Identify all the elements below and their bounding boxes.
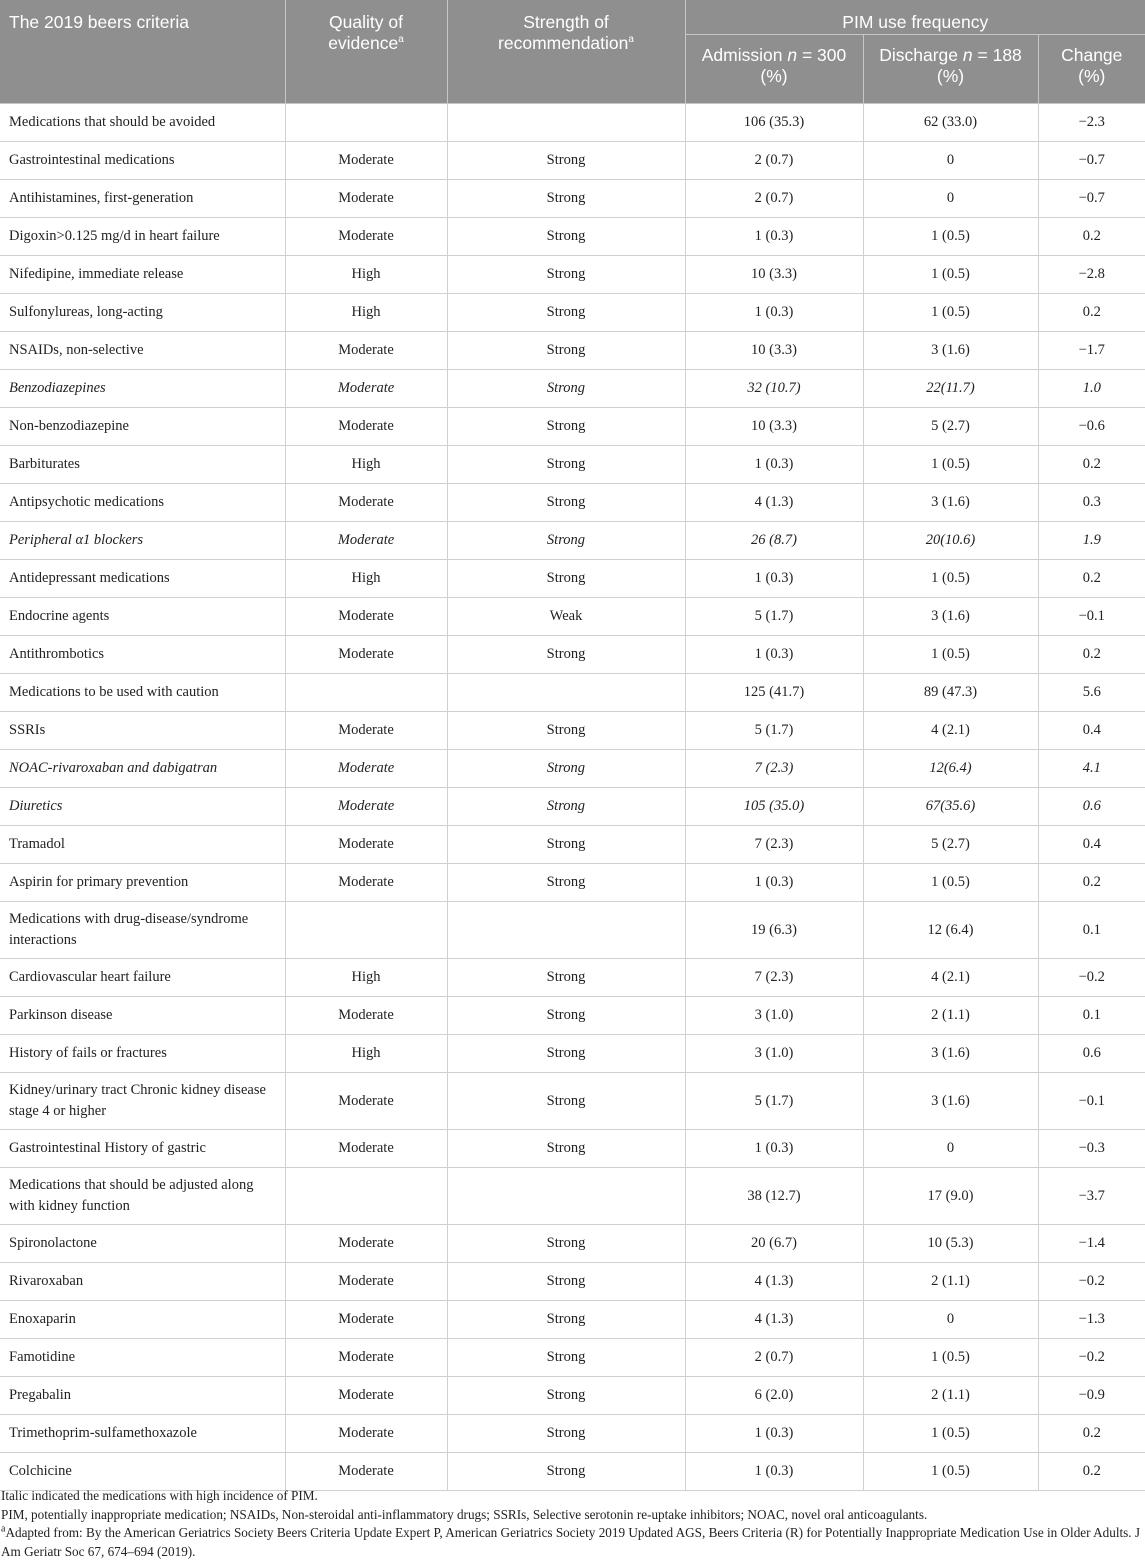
table-row [0, 484, 1145, 522]
cell-strength: Strong [447, 560, 685, 598]
cell-strength: Strong [447, 1130, 685, 1168]
table-row [0, 826, 1145, 864]
cell-admission: 125 (41.7) [685, 674, 863, 712]
cell-discharge: 1 (0.5) [863, 218, 1038, 256]
cell-change: −0.6 [1038, 408, 1145, 446]
cell-quality: Moderate [285, 997, 447, 1035]
cell-discharge: 1 (0.5) [863, 1339, 1038, 1377]
table-row [0, 959, 1145, 997]
cell-strength: Strong [447, 294, 685, 332]
cell-criteria: Medications with drug-disease/syndrome interactions [0, 902, 285, 959]
cell-quality: Moderate [285, 1339, 447, 1377]
cell-quality: Moderate [285, 1453, 447, 1491]
cell-change: −0.1 [1038, 598, 1145, 636]
cell-change: −1.7 [1038, 332, 1145, 370]
cell-strength: Strong [447, 1301, 685, 1339]
cell-admission: 10 (3.3) [685, 256, 863, 294]
cell-change: 5.6 [1038, 674, 1145, 712]
table-row [0, 788, 1145, 826]
cell-quality: Moderate [285, 332, 447, 370]
cell-criteria: Aspirin for primary prevention [0, 864, 285, 902]
cell-change: 0.2 [1038, 560, 1145, 598]
cell-strength [447, 902, 685, 959]
cell-criteria: Famotidine [0, 1339, 285, 1377]
cell-criteria: Kidney/urinary tract Chronic kidney disease stage 4 or higher [0, 1073, 285, 1130]
cell-quality: High [285, 294, 447, 332]
cell-admission: 1 (0.3) [685, 1415, 863, 1453]
cell-change: −3.7 [1038, 1168, 1145, 1225]
cell-strength: Strong [447, 1073, 685, 1130]
cell-admission: 1 (0.3) [685, 1130, 863, 1168]
cell-discharge: 3 (1.6) [863, 1073, 1038, 1130]
table-row [0, 1168, 1145, 1225]
cell-change: 1.0 [1038, 370, 1145, 408]
cell-change: 0.2 [1038, 1415, 1145, 1453]
cell-quality: Moderate [285, 826, 447, 864]
cell-criteria: Gastrointestinal History of gastric [0, 1130, 285, 1168]
cell-quality: Moderate [285, 864, 447, 902]
cell-change: 0.2 [1038, 636, 1145, 674]
table-row [0, 370, 1145, 408]
cell-quality: High [285, 446, 447, 484]
cell-criteria: Cardiovascular heart failure [0, 959, 285, 997]
table-row [0, 218, 1145, 256]
cell-discharge: 12(6.4) [863, 750, 1038, 788]
cell-discharge: 3 (1.6) [863, 484, 1038, 522]
cell-criteria: Spironolactone [0, 1225, 285, 1263]
header-quality: Quality of evidence$^a$ [285, 0, 447, 104]
cell-admission: 106 (35.3) [685, 104, 863, 142]
cell-discharge: 1 (0.5) [863, 1453, 1038, 1491]
cell-admission: 26 (8.7) [685, 522, 863, 560]
cell-admission: 32 (10.7) [685, 370, 863, 408]
table-row [0, 1263, 1145, 1301]
cell-strength: Strong [447, 180, 685, 218]
table-row [0, 902, 1145, 959]
cell-quality: Moderate [285, 1130, 447, 1168]
cell-admission: 2 (0.7) [685, 142, 863, 180]
cell-discharge: 1 (0.5) [863, 1415, 1038, 1453]
cell-admission: 2 (0.7) [685, 1339, 863, 1377]
cell-admission: 5 (1.7) [685, 1073, 863, 1130]
table-row [0, 560, 1145, 598]
cell-admission: 1 (0.3) [685, 294, 863, 332]
cell-change: 1.9 [1038, 522, 1145, 560]
cell-change: 0.2 [1038, 864, 1145, 902]
cell-quality: Moderate [285, 408, 447, 446]
table-row [0, 1130, 1145, 1168]
cell-quality [285, 1168, 447, 1225]
cell-discharge: 2 (1.1) [863, 1263, 1038, 1301]
cell-quality: Moderate [285, 1225, 447, 1263]
table-row [0, 712, 1145, 750]
cell-admission: 10 (3.3) [685, 408, 863, 446]
cell-admission: 4 (1.3) [685, 1263, 863, 1301]
cell-discharge: 3 (1.6) [863, 332, 1038, 370]
cell-strength: Strong [447, 864, 685, 902]
table-row [0, 294, 1145, 332]
cell-change: 0.2 [1038, 218, 1145, 256]
cell-strength: Strong [447, 1415, 685, 1453]
cell-discharge: 3 (1.6) [863, 1035, 1038, 1073]
cell-quality: Moderate [285, 750, 447, 788]
cell-strength: Strong [447, 218, 685, 256]
cell-criteria: Antihistamines, first-generation [0, 180, 285, 218]
cell-strength: Strong [447, 332, 685, 370]
cell-admission: 3 (1.0) [685, 997, 863, 1035]
table-row [0, 522, 1145, 560]
cell-discharge: 1 (0.5) [863, 560, 1038, 598]
cell-quality: Moderate [285, 1415, 447, 1453]
cell-strength: Strong [447, 1453, 685, 1491]
cell-change: 0.2 [1038, 294, 1145, 332]
cell-criteria: Enoxaparin [0, 1301, 285, 1339]
cell-change: −0.1 [1038, 1073, 1145, 1130]
cell-change: 0.2 [1038, 446, 1145, 484]
cell-criteria: Nifedipine, immediate release [0, 256, 285, 294]
cell-discharge: 1 (0.5) [863, 294, 1038, 332]
table-row [0, 598, 1145, 636]
cell-discharge: 1 (0.5) [863, 864, 1038, 902]
cell-strength: Strong [447, 408, 685, 446]
cell-admission: 7 (2.3) [685, 959, 863, 997]
table-row [0, 142, 1145, 180]
cell-admission: 3 (1.0) [685, 1035, 863, 1073]
cell-discharge: 20(10.6) [863, 522, 1038, 560]
cell-discharge: 17 (9.0) [863, 1168, 1038, 1225]
cell-strength: Strong [447, 750, 685, 788]
cell-discharge: 2 (1.1) [863, 1377, 1038, 1415]
cell-discharge: 12 (6.4) [863, 902, 1038, 959]
cell-change: 0.1 [1038, 902, 1145, 959]
table-row [0, 1035, 1145, 1073]
cell-strength: Strong [447, 1263, 685, 1301]
cell-quality: High [285, 560, 447, 598]
cell-quality: Moderate [285, 142, 447, 180]
cell-strength [447, 674, 685, 712]
cell-admission: 38 (12.7) [685, 1168, 863, 1225]
cell-quality: Moderate [285, 1301, 447, 1339]
cell-criteria: Medications to be used with caution [0, 674, 285, 712]
cell-quality: High [285, 1035, 447, 1073]
cell-admission: 7 (2.3) [685, 826, 863, 864]
cell-criteria: Antipsychotic medications [0, 484, 285, 522]
cell-criteria: Rivaroxaban [0, 1263, 285, 1301]
cell-change: −0.2 [1038, 1339, 1145, 1377]
cell-quality: High [285, 959, 447, 997]
cell-strength: Strong [447, 446, 685, 484]
cell-criteria: Medications that should be adjusted along with kidney function [0, 1168, 285, 1225]
cell-quality: Moderate [285, 712, 447, 750]
cell-admission: 2 (0.7) [685, 180, 863, 218]
cell-strength: Strong [447, 256, 685, 294]
cell-change: −1.4 [1038, 1225, 1145, 1263]
header-strength: Strength of recommendation$^a$ [447, 0, 685, 104]
cell-change: −1.3 [1038, 1301, 1145, 1339]
cell-quality: Moderate [285, 636, 447, 674]
table-row [0, 674, 1145, 712]
header-discharge: Discharge n = 188 (%) [863, 35, 1038, 104]
cell-strength [447, 104, 685, 142]
cell-criteria: Benzodiazepines [0, 370, 285, 408]
cell-discharge: 89 (47.3) [863, 674, 1038, 712]
cell-change: −0.2 [1038, 959, 1145, 997]
cell-criteria: Medications that should be avoided [0, 104, 285, 142]
cell-strength: Strong [447, 788, 685, 826]
cell-quality: Moderate [285, 1377, 447, 1415]
cell-criteria: Antithrombotics [0, 636, 285, 674]
cell-strength: Strong [447, 712, 685, 750]
table-row [0, 1453, 1145, 1491]
cell-admission: 7 (2.3) [685, 750, 863, 788]
cell-strength: Strong [447, 1035, 685, 1073]
cell-change: 4.1 [1038, 750, 1145, 788]
cell-criteria: Pregabalin [0, 1377, 285, 1415]
cell-quality [285, 902, 447, 959]
cell-discharge: 5 (2.7) [863, 408, 1038, 446]
cell-change: 0.4 [1038, 712, 1145, 750]
table-footnotes [0, 1487, 1140, 1561]
cell-discharge: 4 (2.1) [863, 959, 1038, 997]
cell-change: 0.6 [1038, 788, 1145, 826]
cell-criteria: Endocrine agents [0, 598, 285, 636]
header-admission: Admission n = 300 (%) [685, 35, 863, 104]
cell-discharge: 67(35.6) [863, 788, 1038, 826]
table-row [0, 408, 1145, 446]
cell-change: −2.8 [1038, 256, 1145, 294]
cell-change: −0.7 [1038, 142, 1145, 180]
abbreviations-note: PIM, potentially inappropriate medication; NSAIDs, Non-steroidal anti-inflammatory drugs; SSRIs, Selective serotonin re-uptake inhibitors; NOAC, novel oral anticoagulants. [1, 1506, 928, 1522]
table-row [0, 256, 1145, 294]
table-row [0, 332, 1145, 370]
table-row [0, 1415, 1145, 1453]
cell-admission: 20 (6.7) [685, 1225, 863, 1263]
cell-discharge: 4 (2.1) [863, 712, 1038, 750]
cell-admission: 10 (3.3) [685, 332, 863, 370]
cell-discharge: 22(11.7) [863, 370, 1038, 408]
header-pim-frequency: PIM use frequency [685, 0, 1145, 35]
cell-admission: 19 (6.3) [685, 902, 863, 959]
table-row [0, 1339, 1145, 1377]
table-row [0, 636, 1145, 674]
table-header [0, 0, 1145, 104]
cell-quality: Moderate [285, 1073, 447, 1130]
table-row [0, 1073, 1145, 1130]
table-row [0, 1225, 1145, 1263]
cell-quality [285, 104, 447, 142]
cell-discharge: 0 [863, 142, 1038, 180]
cell-discharge: 1 (0.5) [863, 446, 1038, 484]
cell-change: −0.7 [1038, 180, 1145, 218]
cell-strength [447, 1168, 685, 1225]
cell-strength: Strong [447, 522, 685, 560]
cell-criteria: Parkinson disease [0, 997, 285, 1035]
cell-discharge: 62 (33.0) [863, 104, 1038, 142]
cell-strength: Strong [447, 636, 685, 674]
cell-criteria: Gastrointestinal medications [0, 142, 285, 180]
cell-criteria: Tramadol [0, 826, 285, 864]
cell-quality: Moderate [285, 180, 447, 218]
cell-criteria: Digoxin>0.125 mg/d in heart failure [0, 218, 285, 256]
cell-admission: 1 (0.3) [685, 1453, 863, 1491]
cell-change: −2.3 [1038, 104, 1145, 142]
header-criteria: The 2019 beers criteria [0, 0, 285, 104]
header-change: Change (%) [1038, 35, 1145, 104]
cell-discharge: 3 (1.6) [863, 598, 1038, 636]
cell-discharge: 0 [863, 180, 1038, 218]
table-row [0, 1301, 1145, 1339]
cell-criteria: Barbiturates [0, 446, 285, 484]
cell-admission: 1 (0.3) [685, 446, 863, 484]
cell-discharge: 1 (0.5) [863, 256, 1038, 294]
cell-admission: 1 (0.3) [685, 636, 863, 674]
table-row [0, 1377, 1145, 1415]
cell-change: 0.1 [1038, 997, 1145, 1035]
italic-note: Italic indicated the medications with high incidence of PIM. [1, 1488, 318, 1503]
cell-criteria: NOAC-rivaroxaban and dabigatran [0, 750, 285, 788]
cell-quality: Moderate [285, 1263, 447, 1301]
cell-admission: 4 (1.3) [685, 484, 863, 522]
table-row [0, 180, 1145, 218]
cell-criteria: SSRIs [0, 712, 285, 750]
cell-criteria: Diuretics [0, 788, 285, 826]
table-row [0, 864, 1145, 902]
cell-criteria: Colchicine [0, 1453, 285, 1491]
cell-strength: Strong [447, 959, 685, 997]
table-row [0, 446, 1145, 484]
cell-discharge: 1 (0.5) [863, 636, 1038, 674]
cell-admission: 1 (0.3) [685, 560, 863, 598]
cell-strength: Strong [447, 1339, 685, 1377]
table-body [0, 104, 1145, 1491]
cell-discharge: 10 (5.3) [863, 1225, 1038, 1263]
cell-strength: Weak [447, 598, 685, 636]
cell-criteria: Antidepressant medications [0, 560, 285, 598]
cell-strength: Strong [447, 1377, 685, 1415]
cell-criteria: Sulfonylureas, long-acting [0, 294, 285, 332]
cell-quality: Moderate [285, 522, 447, 560]
cell-change: −0.3 [1038, 1130, 1145, 1168]
cell-quality: Moderate [285, 370, 447, 408]
cell-strength: Strong [447, 1225, 685, 1263]
table-row [0, 750, 1145, 788]
cell-discharge: 0 [863, 1130, 1038, 1168]
cell-discharge: 5 (2.7) [863, 826, 1038, 864]
cell-admission: 105 (35.0) [685, 788, 863, 826]
cell-admission: 5 (1.7) [685, 712, 863, 750]
cell-discharge: 2 (1.1) [863, 997, 1038, 1035]
cell-quality [285, 674, 447, 712]
cell-admission: 6 (2.0) [685, 1377, 863, 1415]
cell-strength: Strong [447, 997, 685, 1035]
cell-criteria: Non-benzodiazepine [0, 408, 285, 446]
cell-discharge: 0 [863, 1301, 1038, 1339]
source-note: $^a$Adapted from: By the American Geriatrics Society Beers Criteria Update Expert P, American Geriatrics Society 2019 Updated AGS, Beers Criteria (R) for Potentially Inappropriate Medication Use in Older Adults. J Am Geriatr Soc 67, 674–694 (2019). [1, 1523, 1141, 1559]
table-row [0, 997, 1145, 1035]
cell-criteria: History of fails or fractures [0, 1035, 285, 1073]
cell-strength: Strong [447, 142, 685, 180]
cell-criteria: Peripheral α1 blockers [0, 522, 285, 560]
cell-change: −0.2 [1038, 1263, 1145, 1301]
cell-admission: 4 (1.3) [685, 1301, 863, 1339]
cell-strength: Strong [447, 370, 685, 408]
cell-strength: Strong [447, 826, 685, 864]
cell-quality: High [285, 256, 447, 294]
cell-change: 0.2 [1038, 1453, 1145, 1491]
cell-quality: Moderate [285, 484, 447, 522]
cell-change: −0.9 [1038, 1377, 1145, 1415]
cell-criteria: Trimethoprim-sulfamethoxazole [0, 1415, 285, 1453]
cell-change: 0.4 [1038, 826, 1145, 864]
cell-change: 0.6 [1038, 1035, 1145, 1073]
cell-change: 0.3 [1038, 484, 1145, 522]
cell-admission: 1 (0.3) [685, 218, 863, 256]
table-row [0, 104, 1145, 142]
cell-admission: 1 (0.3) [685, 864, 863, 902]
cell-admission: 5 (1.7) [685, 598, 863, 636]
cell-criteria: NSAIDs, non-selective [0, 332, 285, 370]
cell-quality: Moderate [285, 598, 447, 636]
cell-quality: Moderate [285, 788, 447, 826]
cell-strength: Strong [447, 484, 685, 522]
cell-quality: Moderate [285, 218, 447, 256]
